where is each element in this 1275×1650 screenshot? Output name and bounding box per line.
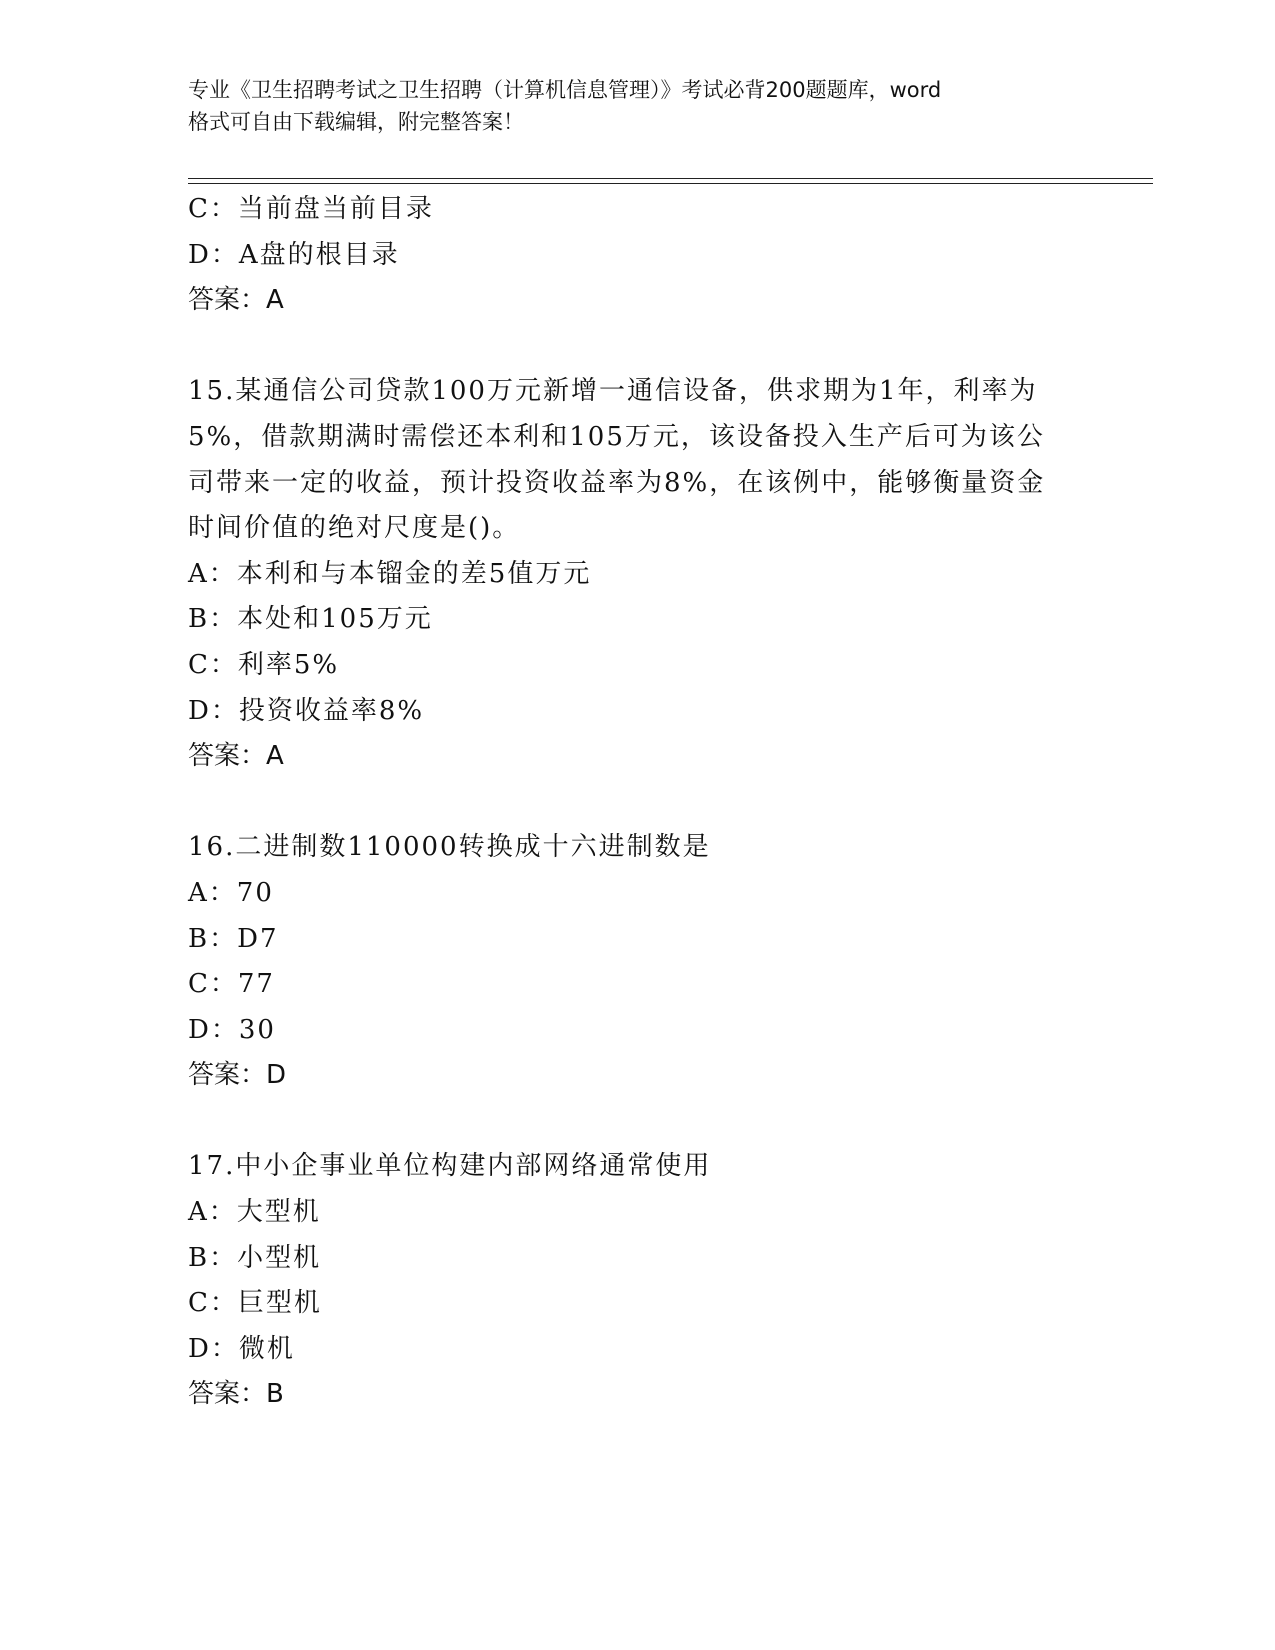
option-d: D：投资收益率8%: [188, 695, 425, 726]
question-15-block: [188, 369, 1088, 779]
header-divider-top: [188, 178, 1153, 179]
question-17-text: 17.中小企事业单位构建内部网络通常使用: [188, 1151, 712, 1182]
option-d: D：微机: [188, 1333, 295, 1364]
question-16-text: 16.二进制数110000转换成十六进制数是: [188, 832, 711, 863]
question-16-block: [188, 825, 1088, 1099]
question-15-text-line-1: 15.某通信公司贷款100万元新增一通信设备，供求期为1年，利率为: [188, 376, 1038, 407]
spacer: [188, 780, 1088, 826]
question-15-text-line-2: 5%，借款期满时需偿还本利和105万元，该设备投入生产后可为该公: [188, 421, 1045, 452]
option-c: C：巨型机: [188, 1288, 322, 1319]
answer-label: 答案：D: [188, 1060, 287, 1091]
header-line-1: 专业《卫生招聘考试之卫生招聘（计算机信息管理）》考试必背200题题库，word: [188, 78, 942, 102]
option-c: C：当前盘当前目录: [188, 194, 434, 224]
option-a: A：70: [188, 877, 274, 908]
spacer: [188, 324, 1088, 370]
header-line-2: 格式可自由下载编辑，附完整答案！: [188, 110, 524, 134]
question-17-block: [188, 1144, 1088, 1418]
header-divider-bottom: [188, 183, 1153, 184]
option-c: C：利率5%: [188, 649, 340, 680]
option-d: D：A盘的根目录: [188, 239, 400, 270]
option-a: A：大型机: [188, 1197, 321, 1228]
document-header: [188, 74, 1088, 138]
option-b: B：D7: [188, 923, 279, 954]
option-d: D：30: [188, 1014, 276, 1045]
question-15-text-line-4: 时间价值的绝对尺度是()。: [188, 513, 521, 544]
question-list: [188, 187, 1088, 1418]
answer-label: 答案：A: [188, 741, 284, 772]
answer-label: 答案：A: [188, 285, 284, 316]
option-a: A：本利和与本镏金的差5值万元: [188, 558, 592, 589]
option-b: B：本处和105万元: [188, 604, 433, 635]
spacer: [188, 1099, 1088, 1145]
answer-label: 答案：B: [188, 1379, 284, 1410]
question-15-text-line-3: 司带来一定的收益，预计投资收益率为8%，在该例中，能够衡量资金: [188, 467, 1046, 498]
option-b: B：小型机: [188, 1242, 322, 1273]
prev-question-block: [188, 187, 1088, 324]
option-c: C：77: [188, 969, 275, 1000]
